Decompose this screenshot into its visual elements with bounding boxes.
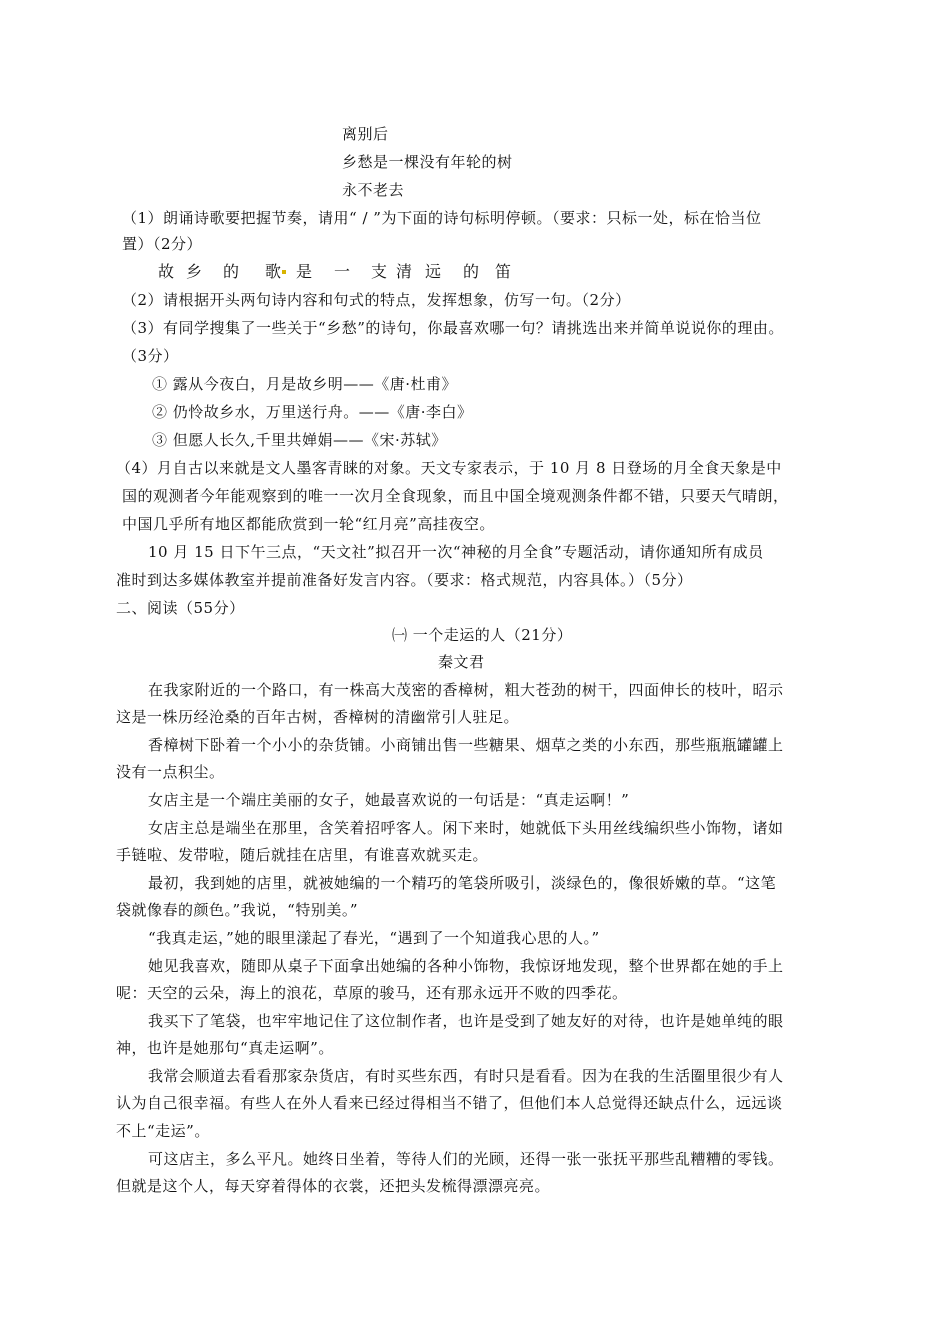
paragraph-line: 不上“走运”。 [116,1122,210,1140]
question-4-line-4: 10 月 15 日下午三点，“天文社”拟召开一次“神秘的月全食”专题活动，请你通知所有成员 [148,543,764,561]
question-1-line-2: 置）（2分） [122,235,203,253]
poem-char: 的 [223,262,240,281]
paragraph-line: 袋就像春的颜色。”我说，“特别美。” [116,901,359,919]
paragraph-line: 香樟树下卧着一个小小的杂货铺。小商铺出售一些糖果、烟草之类的小东西，那些瓶瓶罐罐上 [148,736,784,754]
poem-line-3: 永不老去 [342,181,405,199]
question-4-line-2: 国的观测者今年能观察到的唯一一次月全食现象，而且中国全境观测条件都不错，只要天气晴朗， [122,487,789,505]
poem-char: 的 [463,262,480,281]
poem-char: 故 [158,262,175,281]
paragraph-line: 这是一株历经沧桑的百年古树，香樟树的清幽常引人驻足。 [116,708,520,726]
paragraph-line: 在我家附近的一个路口，有一株高大茂密的香樟树，粗大苍劲的树干，四面伸长的枝叶，昭示 [148,681,784,699]
paragraph-line: 她见我喜欢，随即从桌子下面拿出她编的各种小饰物，我惊讶地发现，整个世界都在她的手上 [148,957,784,975]
paragraph-line: “我真走运，”她的眼里漾起了春光，“遇到了一个知道我心思的人。” [148,929,600,947]
question-4-line-1: （4）月自古以来就是文人墨客青睐的对象。天文专家表示，于 10 月 8 日登场的月全食天象是中 [116,459,782,477]
poem-char: 乡 [186,262,203,281]
paragraph-line: 女店主总是端坐在那里，含笑着招呼客人。闲下来时，她就低下头用丝线编织些小饰物，诸如 [148,819,784,837]
question-3-line-1: （3）有同学搜集了一些关于“乡愁”的诗句，你最喜欢哪一句？请挑选出来并简单说说你的理由。 [122,319,784,337]
paragraph-line: 手链啦、发带啦，随后就挂在店里，有谁喜欢就买走。 [116,846,489,864]
question-4-line-3: 中国几乎所有地区都能欣赏到一轮“红月亮”高挂夜空。 [122,515,495,533]
option-1: ① 露从今夜白，月是故乡明——《唐·杜甫》 [152,375,458,393]
paragraph-line: 我常会顺道去看看那家杂货店，有时买些东西，有时只是看看。因为在我的生活圈里很少有人 [148,1067,784,1085]
paragraph-line: 呢：天空的云朵，海上的浪花，草原的骏马，还有那永远开不败的四季花。 [116,984,628,1002]
paragraph-line: 可这店主，多么平凡。她终日坐着，等待人们的光顾，还得一张一张抚平那些乱糟糟的零钱。 [148,1150,784,1168]
paragraph-line: 最初，我到她的店里，就被她编的一个精巧的笔袋所吸引，淡绿色的，像很娇嫩的草。“这笔 [148,874,777,892]
poem-char: 一 [334,262,351,281]
poem-char: 是 [296,262,313,281]
poem-char: 笛 [495,262,512,281]
article-title: ㈠ 一个走运的人（21分） [392,626,573,644]
paragraph-line: 认为自己很幸福。有些人在外人看来已经过得相当不错了，但他们本人总觉得还缺点什么，远远谈 [116,1094,783,1112]
poem-char: 支 [371,262,388,281]
section-heading: 二、阅读（55分） [116,599,245,617]
poem-char: 远 [425,262,442,281]
paragraph-line: 神，也许是她那句“真走运啊”。 [116,1039,334,1057]
option-3: ③ 但愿人长久,千里共婵娟——《宋·苏轼》 [152,431,447,449]
paragraph-line: 没有一点积尘。 [116,763,225,781]
paragraph-line: 我买下了笔袋，也牢牢地记住了这位制作者，也许是受到了她友好的对待，也许是她单纯的眼 [148,1012,784,1030]
article-author: 秦文君 [438,653,485,671]
question-3-line-2: （3分） [122,347,179,365]
question-4-line-5: 准时到达多媒体教室并提前准备好发言内容。（要求：格式规范，内容具体。）（5分） [116,571,693,589]
poem-line-1: 离别后 [342,125,389,143]
question-2: （2）请根据开头两句诗内容和句式的特点，发挥想象，仿写一句。（2分） [122,291,631,309]
poem-char: 清 [396,262,413,281]
paragraph-line: 但就是这个人，每天穿着得体的衣裳，还把头发梳得漂漂亮亮。 [116,1177,551,1195]
cursor-mark [282,270,286,274]
option-2: ② 仍怜故乡水，万里送行舟。——《唐·李白》 [152,403,473,421]
poem-line-2: 乡愁是一棵没有年轮的树 [342,153,513,171]
paragraph-line: 女店主是一个端庄美丽的女子，她最喜欢说的一句话是：“真走运啊！” [148,791,630,809]
poem-char: 歌 [265,262,282,281]
question-1-line-1: （1）朗诵诗歌要把握节奏，请用“ / ”为下面的诗句标明停顿。（要求：只标一处，标在恰当位 [122,209,762,227]
